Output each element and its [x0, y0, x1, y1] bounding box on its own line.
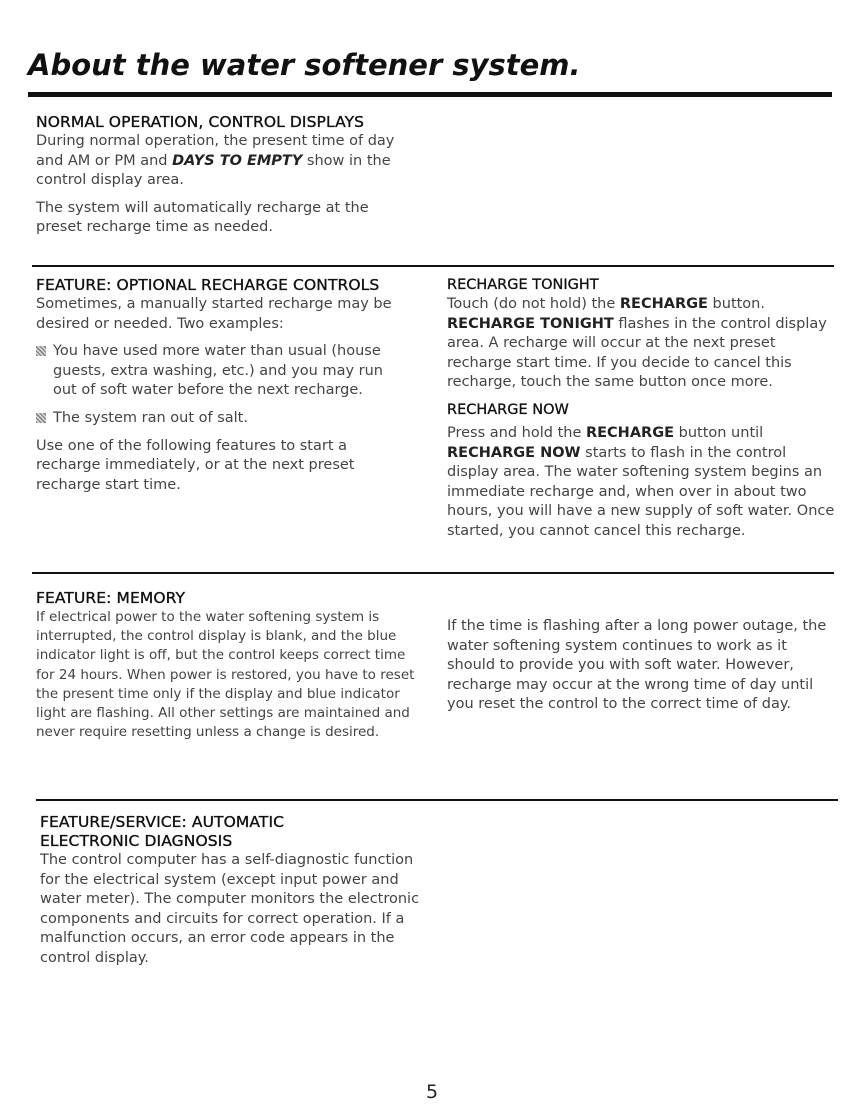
text-segment: button. [707, 296, 765, 312]
section-divider [32, 572, 834, 574]
optional-recharge-outro: Use one of the following features to start a recharge immediately, or at the next preset recharge start time. [36, 437, 355, 493]
page-title: About the water softener system. [28, 48, 581, 82]
recharge-tonight-term: RECHARGE TONIGHT [447, 315, 614, 332]
normal-operation-heading: NORMAL OPERATION, CONTROL DISPLAYS [36, 113, 365, 131]
memory-text-right: If the time is flashing after a long power outage, the water softening system continues to work as it should to provide you with soft water. However, recharge may occur at the wrong time of day until you reset the control to the correct time of day. [447, 618, 827, 713]
normal-operation-text-2: The system will automatically recharge at the preset recharge time as needed. [36, 199, 369, 236]
bullet-text: The system ran out of salt. [53, 409, 248, 426]
memory-right-column [447, 617, 832, 715]
bullet-square-icon [36, 413, 46, 423]
text-segment: flashes in the control display area. A recharge will occur at the next preset recharge start time. If you decide to cancel this recharge, touch the same button once more. [447, 315, 827, 391]
optional-recharge-heading: FEATURE: OPTIONAL RECHARGE CONTROLS [36, 276, 380, 294]
bullet-item [36, 342, 426, 401]
page-number: 5 [425, 1081, 439, 1103]
normal-operation-text-1 [36, 132, 406, 191]
recharge-now-term: RECHARGE NOW [447, 444, 581, 461]
text-segment: button until [674, 424, 764, 441]
memory-text-left: If electrical power to the water softening system is interrupted, the control display is blank, and the blue indicator light is off, but the control keeps correct time for 24 hours. When power is restored, you have to reset the present time only if the display and blue indicator light are flashing. All other settings are maintained and never require resetting unless a change is desired. [36, 609, 415, 741]
text-segment: Touch (do not hold) the [447, 296, 620, 312]
memory-section [36, 589, 426, 742]
text-segment: Press and hold the [447, 424, 586, 441]
section-divider [32, 265, 834, 267]
recharge-now-heading: RECHARGE NOW [447, 401, 569, 418]
diagnosis-heading-line-2: ELECTRONIC DIAGNOSIS [40, 832, 233, 850]
bullet-text: You have used more water than usual (house guests, extra washing, etc.) and you may run out of soft water before the next recharge. [53, 343, 383, 399]
optional-recharge-section [36, 276, 426, 495]
optional-recharge-intro: Sometimes, a manually started recharge may be desired or needed. Two examples: [36, 296, 392, 332]
recharge-tonight-heading: RECHARGE TONIGHT [447, 277, 599, 293]
text-segment: During normal operation, the present time of day and AM or PM and [36, 133, 395, 169]
title-rule [28, 92, 832, 97]
bullet-square-icon [36, 346, 46, 356]
recharge-button-term: RECHARGE [585, 424, 675, 441]
recharge-tonight-text [447, 295, 837, 393]
text-segment: starts to flash in the control display area. The water softening system begins an immediate recharge and, when over in about two hours, you will have a new supply of soft water. Once started, you cannot cancel this recharge. [447, 444, 835, 539]
recharge-options-section [447, 276, 837, 542]
recharge-button-term: RECHARGE [619, 296, 708, 312]
diagnosis-heading-line-1: FEATURE/SERVICE: AUTOMATIC [40, 813, 285, 831]
section-divider [36, 799, 838, 801]
diagnosis-text: The control computer has a self-diagnostic function for the electrical system (except input power and water meter). The computer monitors the electronic components and circuits for correct operation. If a malfunction occurs, an error code appears in the control display. [40, 852, 420, 966]
recharge-now-text [447, 424, 837, 542]
diagnosis-section [40, 813, 430, 969]
normal-operation-section [36, 113, 406, 238]
text-segment: show in the control display area. [36, 152, 391, 189]
memory-heading: FEATURE: MEMORY [36, 589, 186, 607]
days-to-empty-term: DAYS TO EMPTY [172, 152, 303, 169]
bullet-item [36, 409, 426, 429]
